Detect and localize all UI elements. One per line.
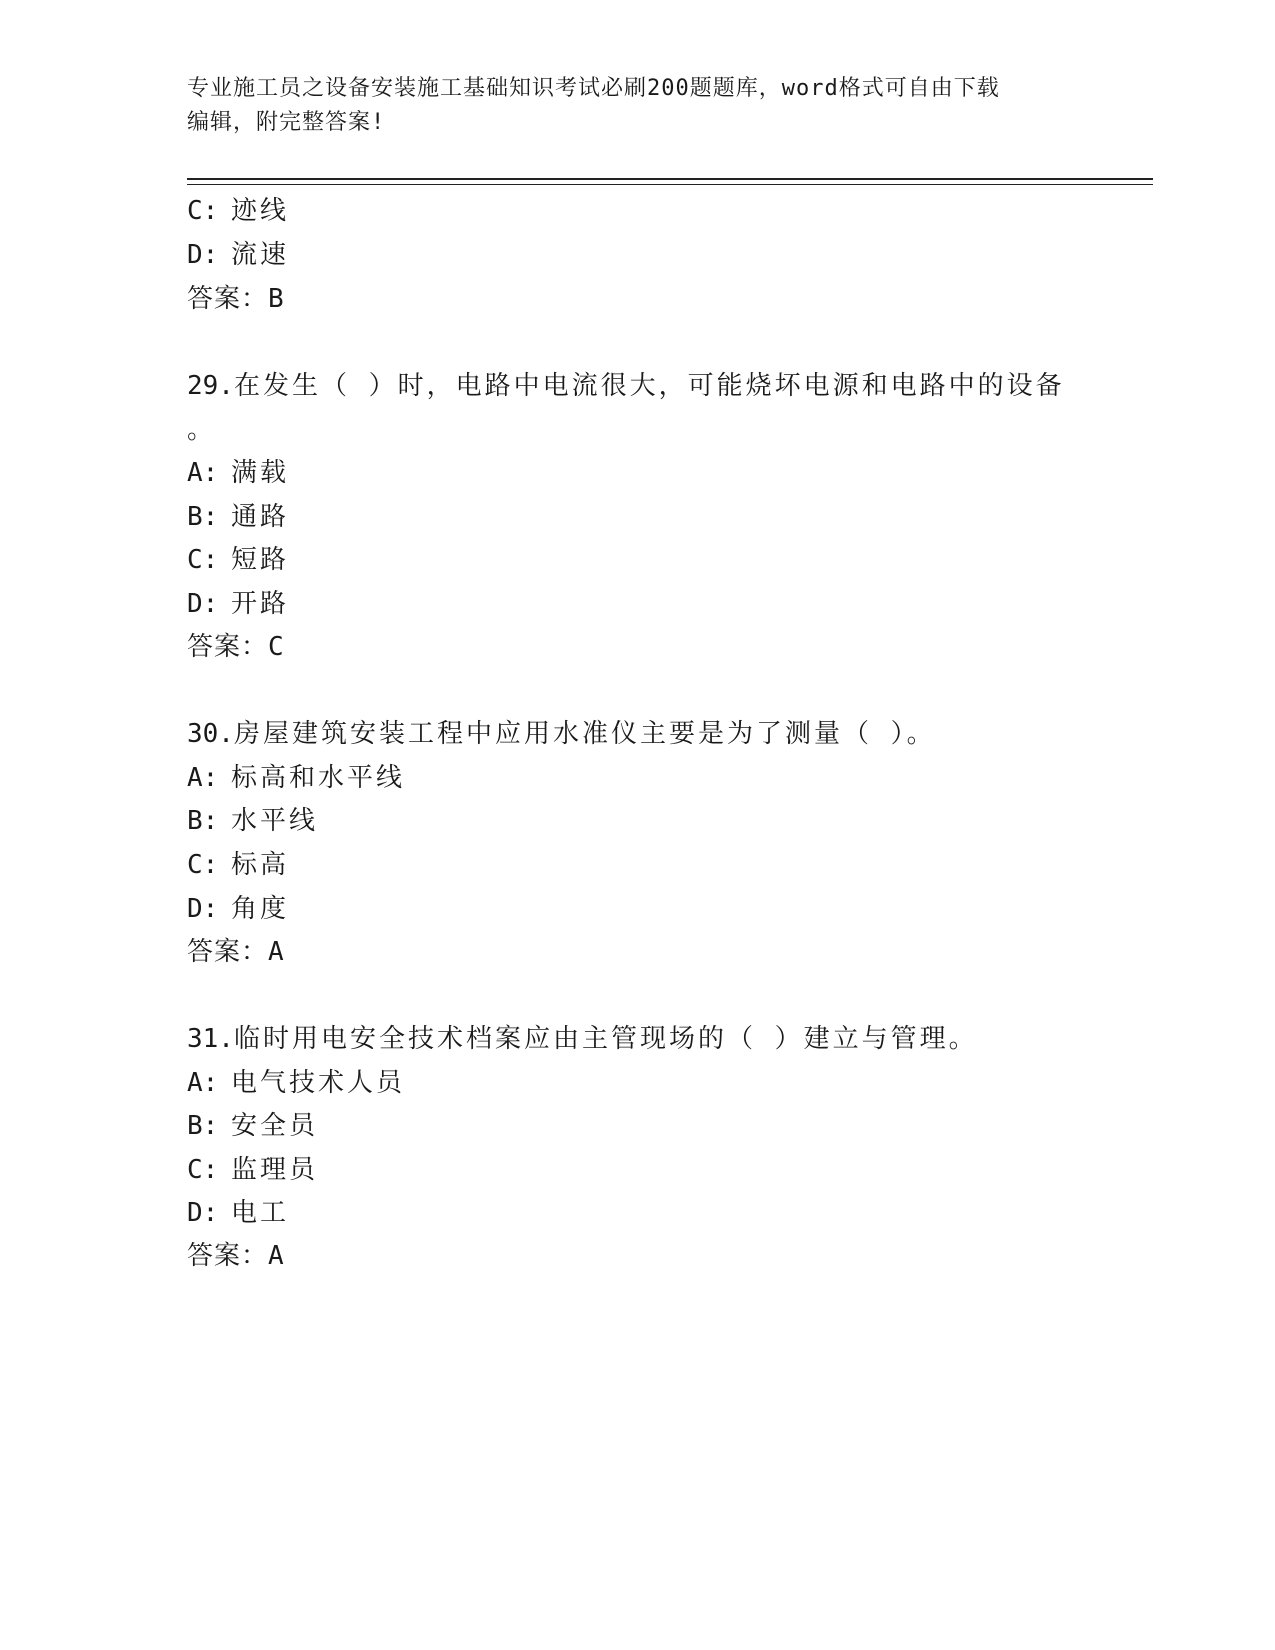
answer: 答案：C: [187, 632, 285, 662]
question-text-continuation: 。: [187, 415, 217, 445]
answer: 答案：B: [187, 284, 285, 314]
question-30: [187, 717, 936, 751]
question-number: 30.: [187, 719, 234, 749]
option-c: C: 监理员: [187, 1155, 319, 1185]
question-text: 房屋建筑安装工程中应用水准仪主要是为了测量（ ）。: [233, 719, 936, 749]
question-number: 31.: [187, 1024, 234, 1054]
option-b: B: 安全员: [187, 1111, 319, 1141]
option-d: D: 角度: [187, 894, 290, 924]
header-divider: [187, 178, 1153, 185]
option-c: C: 迹线: [187, 196, 290, 226]
question-29: [187, 369, 1065, 403]
answer: 答案：A: [187, 1241, 285, 1271]
option-d: D: 开路: [187, 589, 290, 619]
document-header: [187, 72, 1087, 140]
option-c: C: 标高: [187, 850, 290, 880]
option-a: A: 满载: [187, 458, 290, 488]
question-31: [187, 1022, 978, 1056]
question-number: 29.: [187, 371, 234, 401]
option-d: D: 流速: [187, 240, 290, 270]
option-a: A: 标高和水平线: [187, 763, 406, 793]
option-d: D: 电工: [187, 1198, 290, 1228]
header-title-line2: 编辑，附完整答案!: [187, 110, 386, 135]
option-a: A: 电气技术人员: [187, 1068, 406, 1098]
option-b: B: 水平线: [187, 806, 319, 836]
question-text: 在发生（ ）时，电路中电流很大，可能烧坏电源和电路中的设备: [233, 371, 1065, 401]
header-title-line1: 专业施工员之设备安装施工基础知识考试必刷200题题库，word格式可自由下载: [187, 76, 1000, 101]
option-c: C: 短路: [187, 545, 290, 575]
answer: 答案：A: [187, 937, 285, 967]
option-b: B: 通路: [187, 502, 290, 532]
question-text: 临时用电安全技术档案应由主管现场的（ ）建立与管理。: [233, 1024, 978, 1054]
